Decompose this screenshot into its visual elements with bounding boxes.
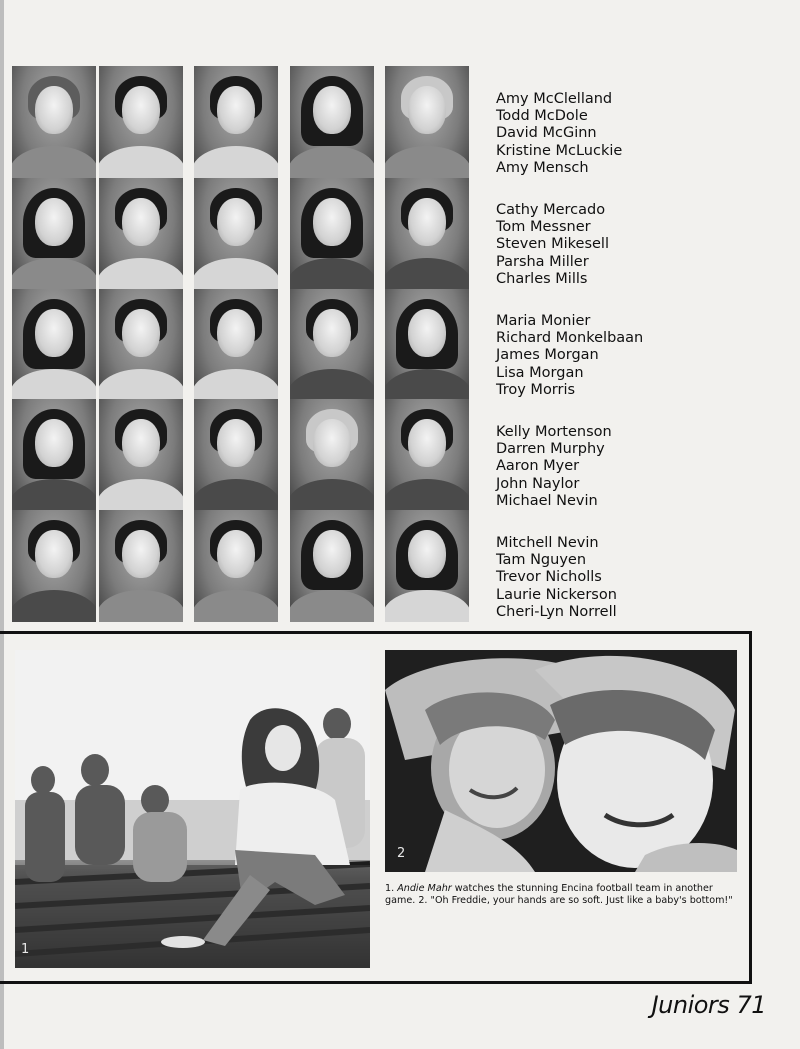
portrait-photo <box>12 66 96 178</box>
student-name: Cheri-Lyn Norrell <box>496 603 617 620</box>
portrait-photo <box>12 510 96 622</box>
student-name: Michael Nevin <box>496 492 598 509</box>
bleachers-scene <box>15 650 370 968</box>
name-list <box>496 313 643 399</box>
boys-scene <box>385 650 737 872</box>
student-name: Charles Mills <box>496 270 588 287</box>
photo-number-2: 2 <box>397 846 406 861</box>
student-name: Tom Messner <box>496 219 591 236</box>
student-name: Parsha Miller <box>496 253 589 270</box>
photo-bleachers <box>15 650 370 968</box>
student-name: Lisa Morgan <box>496 364 584 381</box>
photo-number-1: 1 <box>21 942 30 957</box>
caption-text-1: watches the stunning Encina football team in another game. <box>385 883 713 907</box>
portrait-photo <box>194 399 278 511</box>
student-name: Troy Morris <box>496 381 576 398</box>
portrait-photo <box>99 399 183 511</box>
portrait-photo <box>194 510 278 622</box>
portrait-photo <box>194 289 278 401</box>
student-name: Trevor Nicholls <box>496 569 602 586</box>
page-footer <box>652 991 766 1019</box>
student-name: Amy McClelland <box>496 91 613 107</box>
portrait-photo <box>12 399 96 511</box>
photo-two-boys <box>385 650 737 872</box>
student-name: Maria Monier <box>496 313 591 329</box>
portrait-photo <box>290 178 374 290</box>
student-name: Todd McDole <box>496 108 588 125</box>
student-name: Kristine McLuckie <box>496 142 623 159</box>
portrait-photo <box>385 399 469 511</box>
portrait-photo <box>99 510 183 622</box>
portrait-photo <box>290 66 374 178</box>
section-title: Juniors <box>651 991 730 1019</box>
portrait-photo <box>290 399 374 511</box>
portrait-photo <box>99 289 183 401</box>
student-name: Aaron Myer <box>496 458 580 475</box>
student-name: Darren Murphy <box>496 441 605 458</box>
portrait-photo <box>385 66 469 178</box>
name-list <box>496 202 609 288</box>
portrait-photo <box>194 66 278 178</box>
portrait-photo <box>385 289 469 401</box>
student-name: David McGinn <box>496 125 597 142</box>
student-name: Laurie Nickerson <box>496 586 617 603</box>
portrait-photo <box>290 289 374 401</box>
name-list <box>496 424 612 510</box>
portrait-photo <box>12 289 96 401</box>
portrait-photo <box>385 510 469 622</box>
caption-subject-name: Andie Mahr <box>397 883 452 894</box>
portrait-photo <box>99 66 183 178</box>
student-name: John Naylor <box>496 475 580 492</box>
name-list <box>496 535 617 621</box>
student-name: Amy Mensch <box>496 159 589 176</box>
portrait-photo <box>385 178 469 290</box>
student-name: Richard Monkelbaan <box>496 330 644 347</box>
student-name: Cathy Mercado <box>496 202 606 218</box>
portrait-photo <box>12 178 96 290</box>
name-list <box>496 91 622 177</box>
caption-text-2: 2. "Oh Freddie, your hands are so soft. Just like a baby's bottom!" <box>418 895 733 907</box>
student-name: James Morgan <box>496 347 599 364</box>
portrait-photo <box>290 510 374 622</box>
page-number: 71 <box>736 991 766 1019</box>
photo-caption <box>385 883 740 908</box>
portrait-photo <box>99 178 183 290</box>
student-name: Kelly Mortenson <box>496 424 612 440</box>
student-name: Tam Nguyen <box>496 552 587 569</box>
student-name: Mitchell Nevin <box>496 535 599 551</box>
caption-prefix-1: 1. <box>385 883 398 894</box>
student-name: Steven Mikesell <box>496 236 609 253</box>
portrait-photo <box>194 178 278 290</box>
